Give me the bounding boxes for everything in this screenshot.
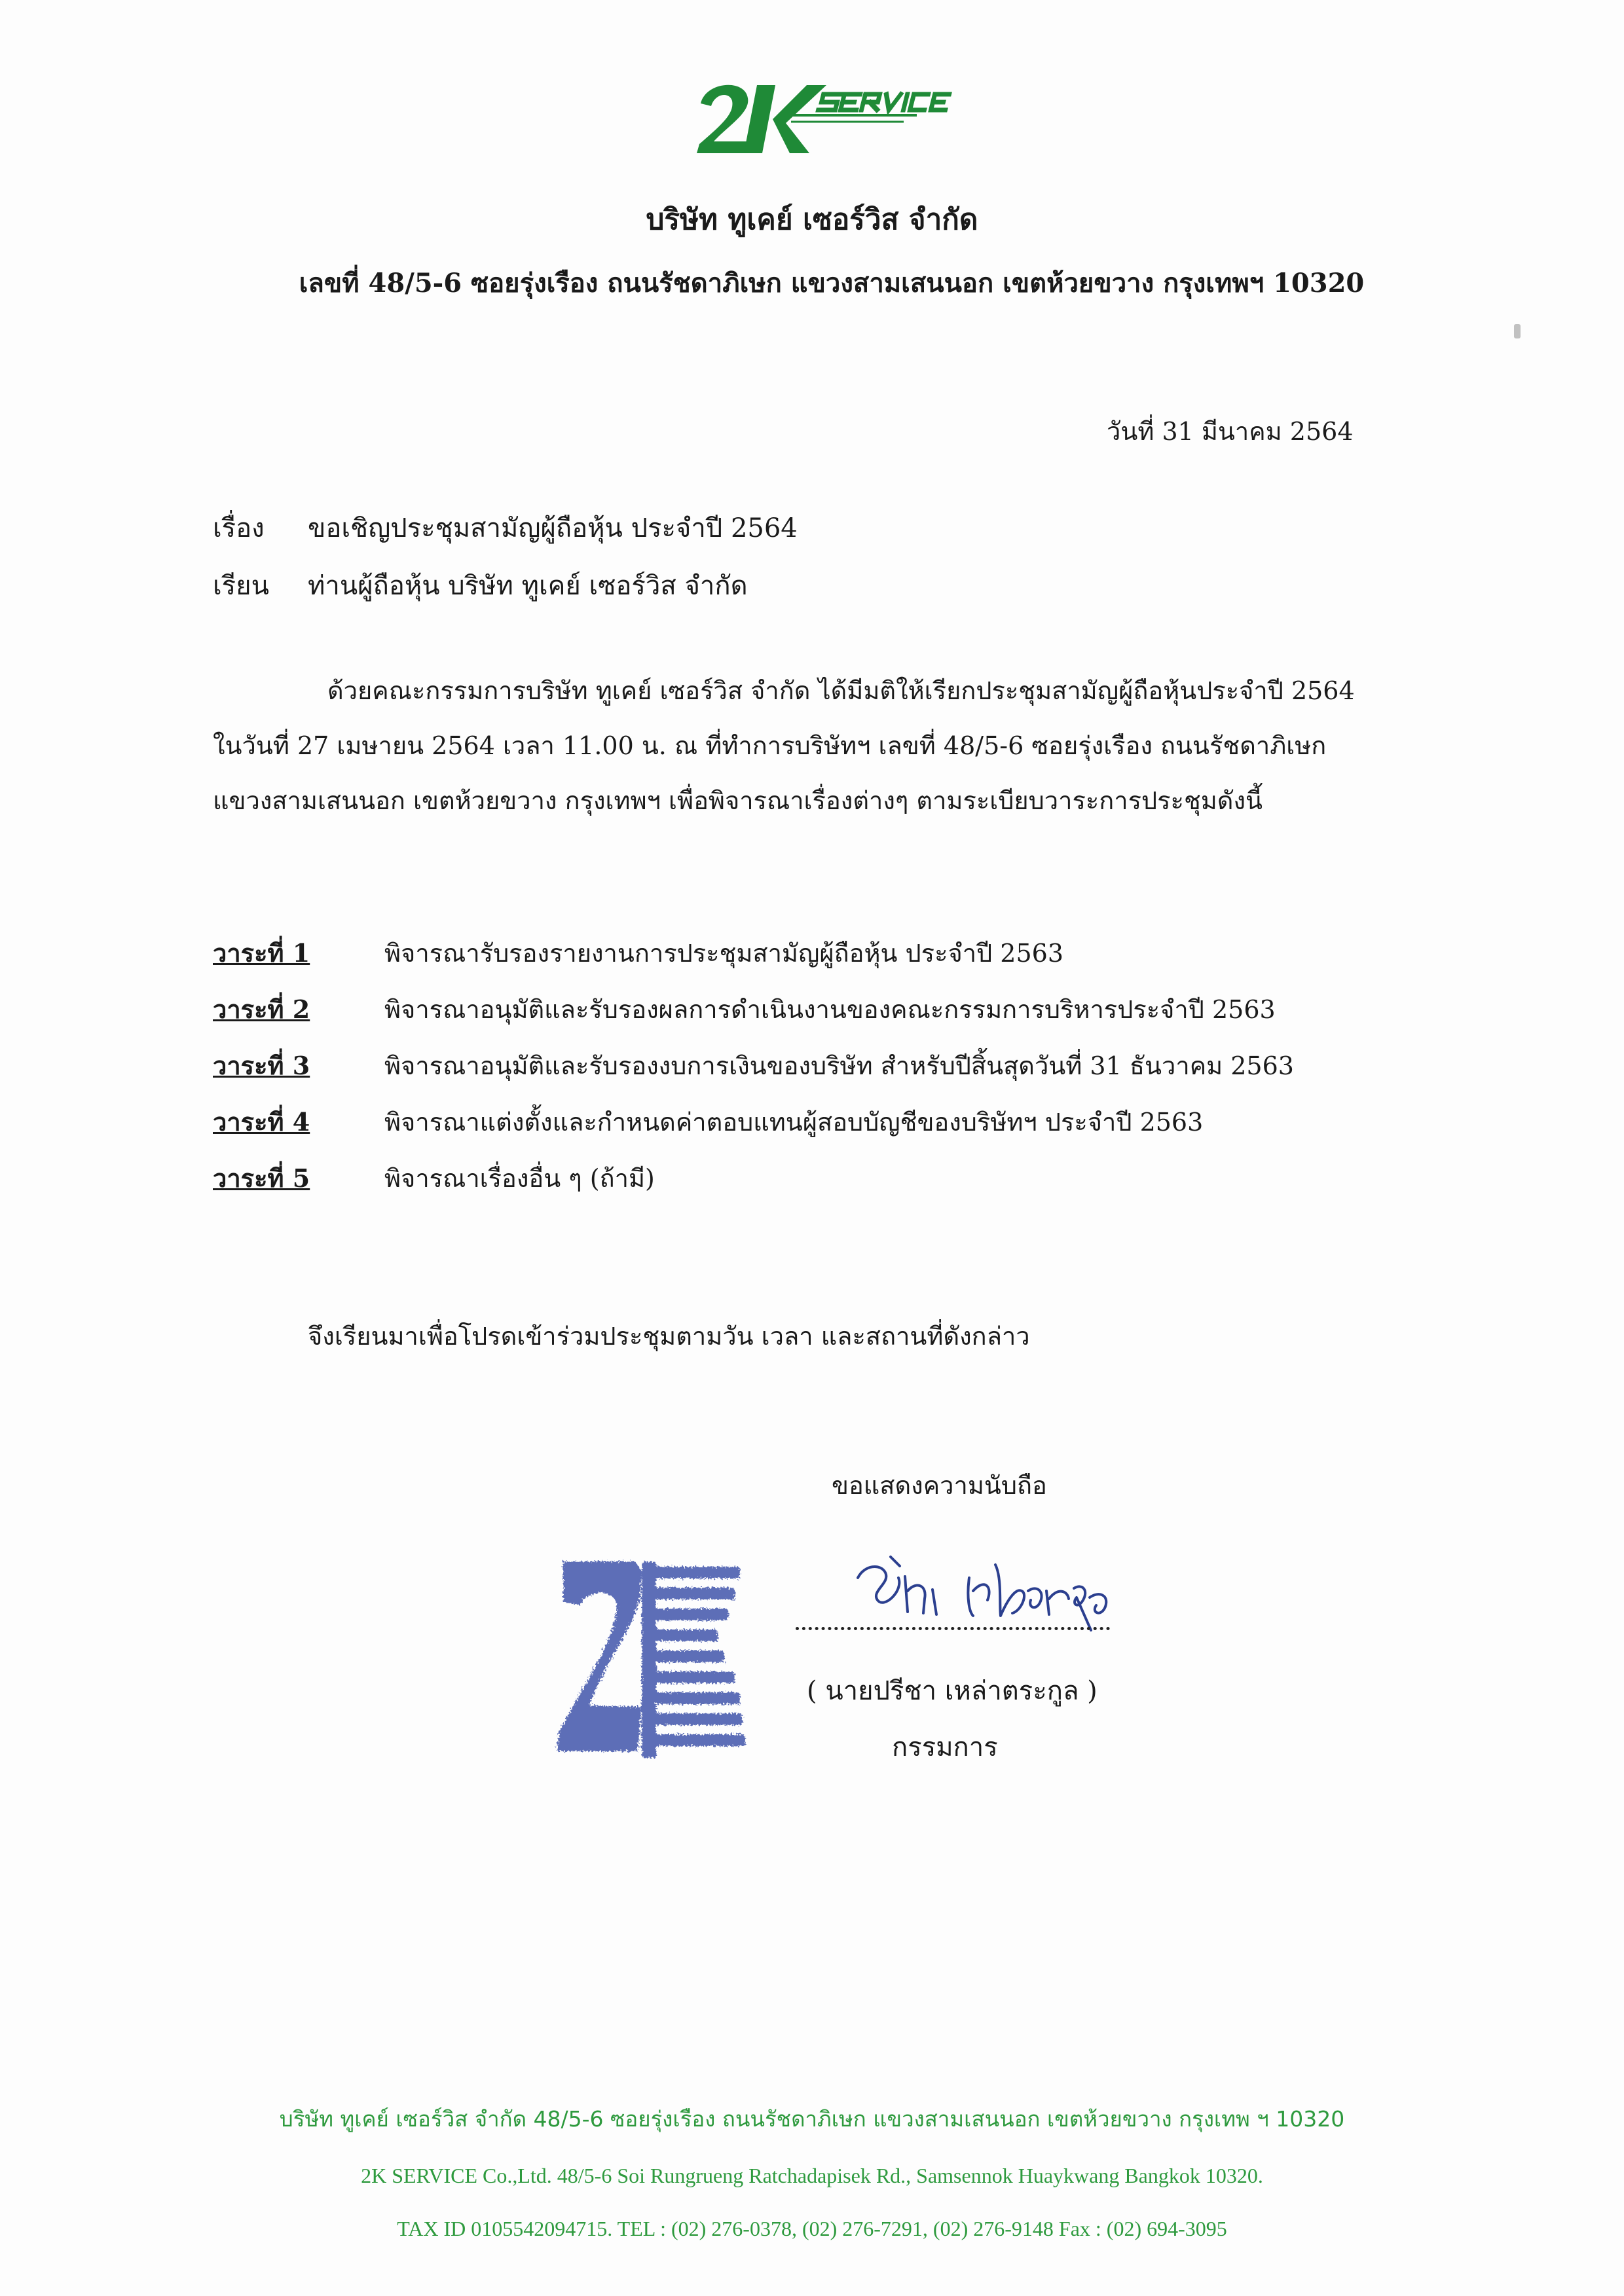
subject-label: เรื่อง — [213, 513, 265, 543]
agenda-item — [213, 989, 1457, 1046]
subject-text: ขอเชิญประชุมสามัญผู้ถือหุ้น ประจำปี 2564 — [308, 513, 798, 543]
agenda-text: พิจารณาเรื่องอื่น ๆ (ถ้ามี) — [384, 1164, 655, 1193]
agenda-label: วาระที่ 2 — [213, 994, 310, 1024]
footer-contact: TAX ID 0105542094715. TEL : (02) 276-0378, (02) 276-7291, (02) 276-9148 Fax : (02) 694-3095 — [397, 2217, 1227, 2240]
agenda-item — [213, 1046, 1457, 1102]
agenda-text: พิจารณารับรองรายงานการประชุมสามัญผู้ถือหุ้น ประจำปี 2563 — [384, 939, 1064, 968]
regards-text: ขอแสดงความนับถือ — [832, 1471, 1047, 1500]
letter-date: วันที่ 31 มีนาคม 2564 — [1107, 417, 1354, 446]
handwritten-signature — [845, 1552, 1120, 1656]
recipient-label: เรียน — [213, 571, 269, 601]
agenda-label: วาระที่ 4 — [213, 1107, 310, 1137]
agenda-text: พิจารณาแต่งตั้งและกำหนดค่าตอบแทนผู้สอบบัญชีของบริษัทฯ ประจำปี 2563 — [384, 1108, 1204, 1137]
agenda-text: พิจารณาอนุมัติและรับรองงบการเงินของบริษัท สำหรับปีสิ้นสุดวันที่ 31 ธันวาคม 2563 — [384, 1051, 1294, 1080]
body-line-2: ในวันที่ 27 เมษายน 2564 เวลา 11.00 น. ณ ที่ทำการบริษัทฯ เลขที่ 48/5-6 ซอยรุ่งเรือง ถนนรัชดาภิเษก — [213, 731, 1327, 760]
signer-title: กรรมการ — [892, 1732, 998, 1762]
agenda-label: วาระที่ 5 — [213, 1163, 310, 1193]
footer-thai-address: บริษัท ทูเคย์ เซอร์วิส จำกัด 48/5-6 ซอยรุ่งเรือง ถนนรัชดาภิเษก แขวงสามเสนนอก เขตห้วยขวาง กรุงเทพ ฯ 10320 — [279, 2106, 1345, 2132]
footer-english-address: 2K SERVICE Co.,Ltd. 48/5-6 Soi Rungrueng Ratchadapisek Rd., Samsennok Huaykwang Bangkok 10320. — [361, 2164, 1263, 2187]
agenda-item — [213, 933, 1457, 989]
agenda-label: วาระที่ 3 — [213, 1051, 310, 1080]
agenda-item — [213, 1158, 1457, 1214]
company-stamp — [544, 1555, 753, 1777]
agenda-label: วาระที่ 1 — [213, 938, 310, 968]
agenda-item — [213, 1102, 1457, 1158]
agenda-list — [213, 933, 1457, 1214]
closing-sentence: จึงเรียนมาเพื่อโปรดเข้าร่วมประชุมตามวัน เวลา และสถานที่ดังกล่าว — [308, 1322, 1030, 1351]
recipient-text: ท่านผู้ถือหุ้น บริษัท ทูเคย์ เซอร์วิส จำกัด — [308, 571, 748, 601]
agenda-text: พิจารณาอนุมัติและรับรองผลการดำเนินงานของคณะกรรมการบริหารประจำปี 2563 — [384, 995, 1276, 1024]
scan-speck — [1514, 324, 1521, 338]
signer-name: ( นายปรีชา เหล่าตระกูล ) — [807, 1676, 1098, 1706]
signature-line — [796, 1627, 1110, 1630]
body-line-3: แขวงสามเสนนอก เขตห้วยขวาง กรุงเทพฯ เพื่อพิจารณาเรื่องต่างๆ ตามระเบียบวาระการประชุมดังนี้ — [213, 786, 1263, 815]
body-line-1: ด้วยคณะกรรมการบริษัท ทูเคย์ เซอร์วิส จำกัด ได้มีมติให้เรียกประชุมสามัญผู้ถือหุ้นประจำปี 2564 — [327, 676, 1355, 705]
company-name: บริษัท ทูเคย์ เซอร์วิส จำกัด — [646, 203, 978, 236]
company-address: เลขที่ 48/5-6 ซอยรุ่งเรือง ถนนรัชดาภิเษก แขวงสามเสนนอก เขตห้วยขวาง กรุงเทพฯ 10320 — [299, 268, 1365, 299]
company-logo — [694, 72, 956, 157]
